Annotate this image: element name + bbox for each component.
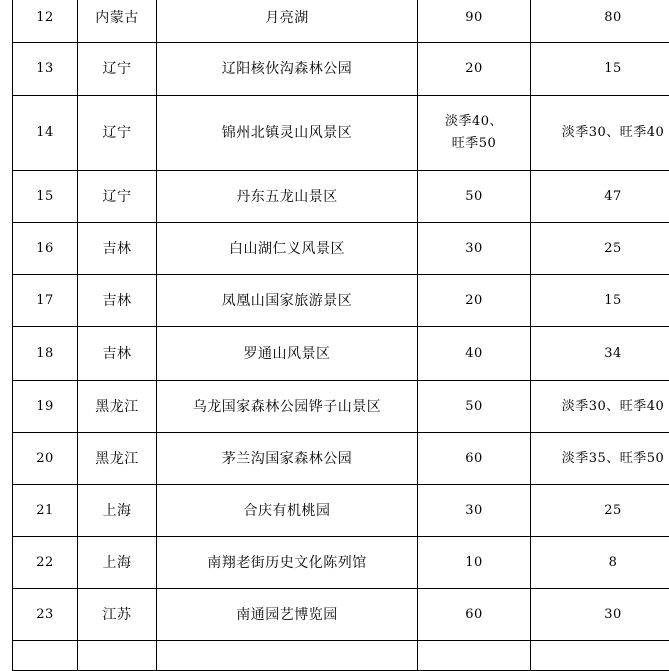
- province-cell: 辽宁: [78, 43, 157, 96]
- empty-cell: [157, 641, 418, 671]
- scenic-spot-name: 白山湖仁义风景区: [157, 223, 418, 275]
- table-row: [13, 171, 669, 223]
- discount-price-cell: 15: [531, 275, 669, 327]
- row-number: 15: [13, 171, 78, 223]
- discount-price-cell: 25: [531, 223, 669, 275]
- table-row: [13, 537, 669, 589]
- province-cell: 吉林: [78, 223, 157, 275]
- empty-cell: [418, 641, 531, 671]
- row-number: 13: [13, 43, 78, 96]
- scenic-spot-name: 锦州北镇灵山风景区: [157, 96, 418, 171]
- row-number: 14: [13, 96, 78, 171]
- table-row: [13, 96, 669, 171]
- scenic-spot-name: 月亮湖: [157, 0, 418, 43]
- row-number: 16: [13, 223, 78, 275]
- table-row: [13, 381, 669, 433]
- scenic-spot-name: 罗通山风景区: [157, 327, 418, 381]
- scenic-spot-name: 乌龙国家森林公园铧子山景区: [157, 381, 418, 433]
- row-number: 20: [13, 433, 78, 485]
- province-cell: 黑龙江: [78, 433, 157, 485]
- province-cell: 上海: [78, 485, 157, 537]
- empty-cell: [78, 641, 157, 671]
- table-row: [13, 589, 669, 641]
- empty-cell: [13, 641, 78, 671]
- original-price-cell: 90: [418, 0, 531, 43]
- discount-price-cell: 25: [531, 485, 669, 537]
- original-price-cell: 50: [418, 171, 531, 223]
- discount-price-cell: 8: [531, 537, 669, 589]
- empty-cell: [531, 641, 669, 671]
- table-row: [13, 0, 669, 43]
- discount-price-cell: 15: [531, 43, 669, 96]
- discount-price-cell: 30: [531, 589, 669, 641]
- discount-price-cell: 淡季35、旺季50: [531, 433, 669, 485]
- table-row: [13, 485, 669, 537]
- discount-price-cell: 淡季30、旺季40: [531, 381, 669, 433]
- province-cell: 黑龙江: [78, 381, 157, 433]
- original-price-cell: 60: [418, 589, 531, 641]
- row-number: 17: [13, 275, 78, 327]
- discount-price-cell: 80: [531, 0, 669, 43]
- table-row-partial: [13, 641, 669, 671]
- province-cell: 内蒙古: [78, 0, 157, 43]
- original-price-cell: 50: [418, 381, 531, 433]
- province-cell: 吉林: [78, 327, 157, 381]
- table-row: [13, 433, 669, 485]
- original-price-cell: 40: [418, 327, 531, 381]
- discount-price-cell: 47: [531, 171, 669, 223]
- row-number: 19: [13, 381, 78, 433]
- original-price-line: 淡季40、: [420, 111, 528, 133]
- row-number: 12: [13, 0, 78, 43]
- province-cell: 上海: [78, 537, 157, 589]
- row-number: 22: [13, 537, 78, 589]
- province-cell: 辽宁: [78, 96, 157, 171]
- table-row: [13, 223, 669, 275]
- province-cell: 江苏: [78, 589, 157, 641]
- discount-price-cell: 淡季30、旺季40: [531, 96, 669, 171]
- table-row: [13, 327, 669, 381]
- scenic-spot-name: 南通园艺博览园: [157, 589, 418, 641]
- original-price-cell: 20: [418, 275, 531, 327]
- scenic-spot-name: 合庆有机桃园: [157, 485, 418, 537]
- table-row: [13, 43, 669, 96]
- province-cell: 辽宁: [78, 171, 157, 223]
- scenic-spot-name: 辽阳核伙沟森林公园: [157, 43, 418, 96]
- scenic-spot-name: 丹东五龙山景区: [157, 171, 418, 223]
- scenic-spot-name: 凤凰山国家旅游景区: [157, 275, 418, 327]
- original-price-cell: 60: [418, 433, 531, 485]
- row-number: 23: [13, 589, 78, 641]
- row-number: 21: [13, 485, 78, 537]
- scenic-spot-name: 茅兰沟国家森林公园: [157, 433, 418, 485]
- scenic-spot-name: 南翔老街历史文化陈列馆: [157, 537, 418, 589]
- scenic-spot-price-table: [12, 0, 669, 671]
- table-row: [13, 275, 669, 327]
- discount-price-cell: 34: [531, 327, 669, 381]
- province-cell: 吉林: [78, 275, 157, 327]
- original-price-line: 旺季50: [420, 133, 528, 155]
- original-price-cell: 30: [418, 223, 531, 275]
- original-price-cell: 20: [418, 43, 531, 96]
- row-number: 18: [13, 327, 78, 381]
- original-price-cell: [418, 96, 531, 171]
- original-price-cell: 30: [418, 485, 531, 537]
- original-price-cell: 10: [418, 537, 531, 589]
